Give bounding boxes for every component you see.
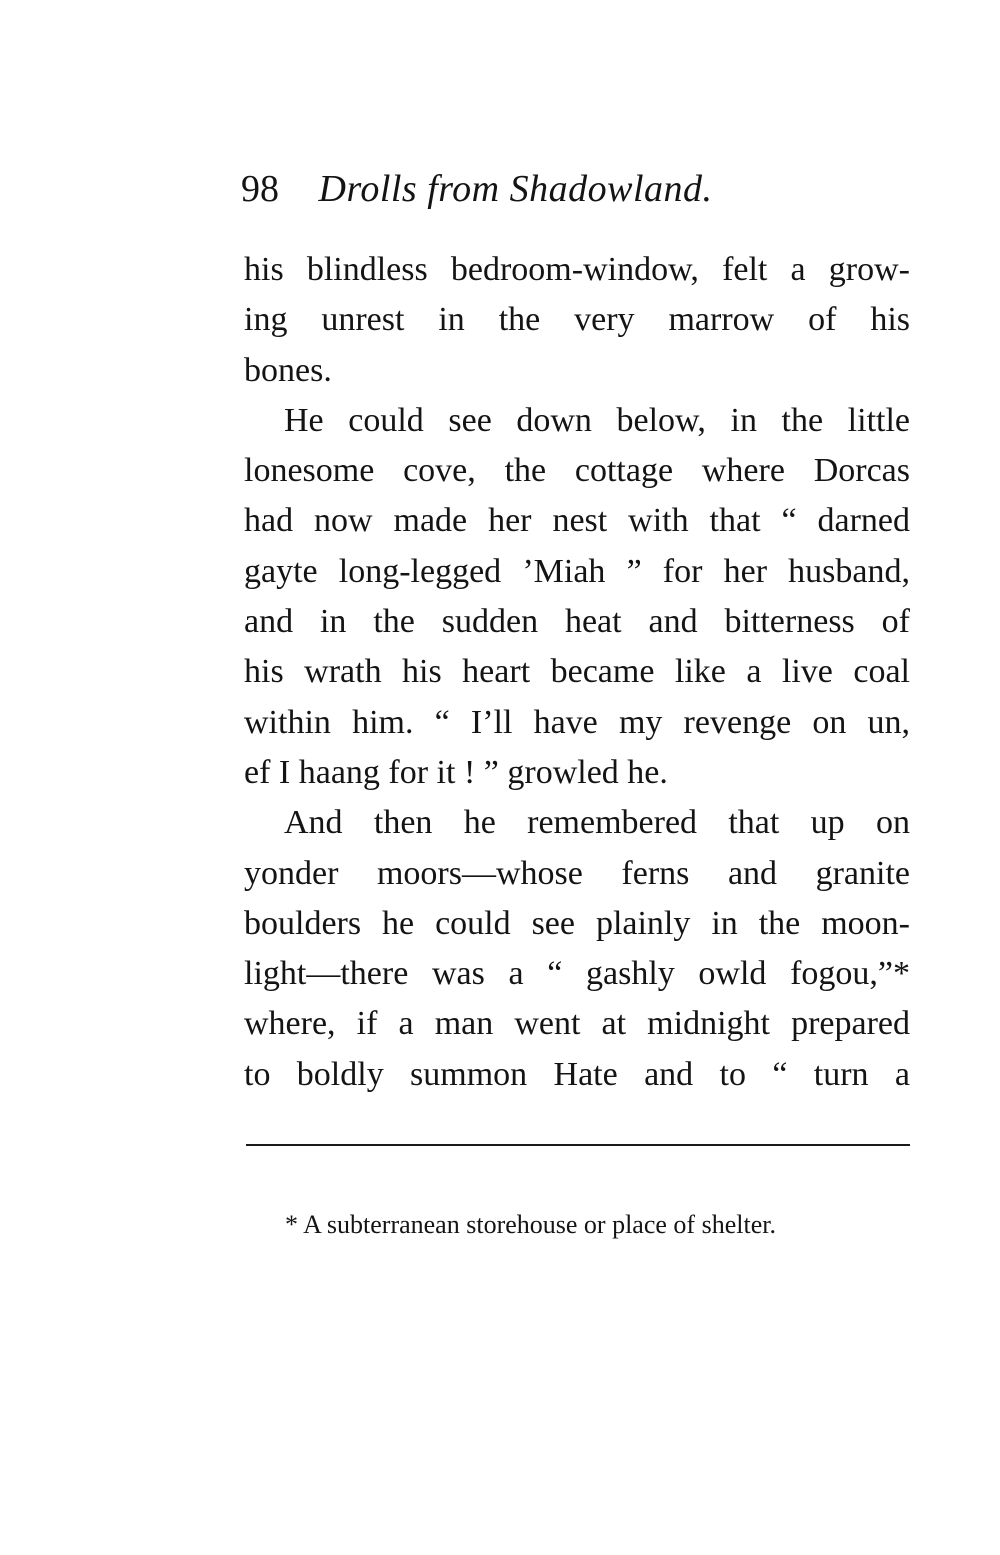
- text-line: ing unrest in the very marrow of his: [244, 301, 910, 339]
- text-line: within him. “ I’ll have my revenge on un,: [244, 703, 910, 741]
- text-line: had now made her nest with that “ darned: [244, 502, 910, 540]
- text-line: his wrath his heart became like a live coal: [244, 653, 910, 691]
- footnote: * A subterranean storehouse or place of shelter.: [285, 1210, 776, 1239]
- text-line: where, if a man went at midnight prepared: [244, 1005, 910, 1043]
- text-line: his blindless bedroom-window, felt a grow-: [244, 251, 910, 288]
- text-line: ef I haang for it ! ” growled he.: [244, 753, 668, 791]
- paragraph-start-line: He could see down below, in the little: [284, 401, 910, 439]
- text-line: light—there was a “ gashly owld fogou,”*: [244, 955, 910, 993]
- running-title: Drolls from Shadowland.: [318, 168, 713, 210]
- paragraph-start-line: And then he remembered that up on: [284, 804, 910, 842]
- text-line: gayte long-legged ’Miah ” for her husband,: [244, 552, 910, 590]
- body-text: [244, 245, 910, 1100]
- text-line: lonesome cove, the cottage where Dorcas: [244, 452, 910, 490]
- running-header: [241, 164, 921, 214]
- text-line: and in the sudden heat and bitterness of: [244, 603, 910, 641]
- footnote-divider: [246, 1144, 910, 1146]
- page-number: 98: [241, 168, 279, 210]
- text-line: to boldly summon Hate and to “ turn a: [244, 1055, 910, 1093]
- text-line: yonder moors—whose ferns and granite: [244, 854, 910, 892]
- text-line: boulders he could see plainly in the moon-: [244, 904, 910, 942]
- text-line: bones.: [244, 351, 332, 389]
